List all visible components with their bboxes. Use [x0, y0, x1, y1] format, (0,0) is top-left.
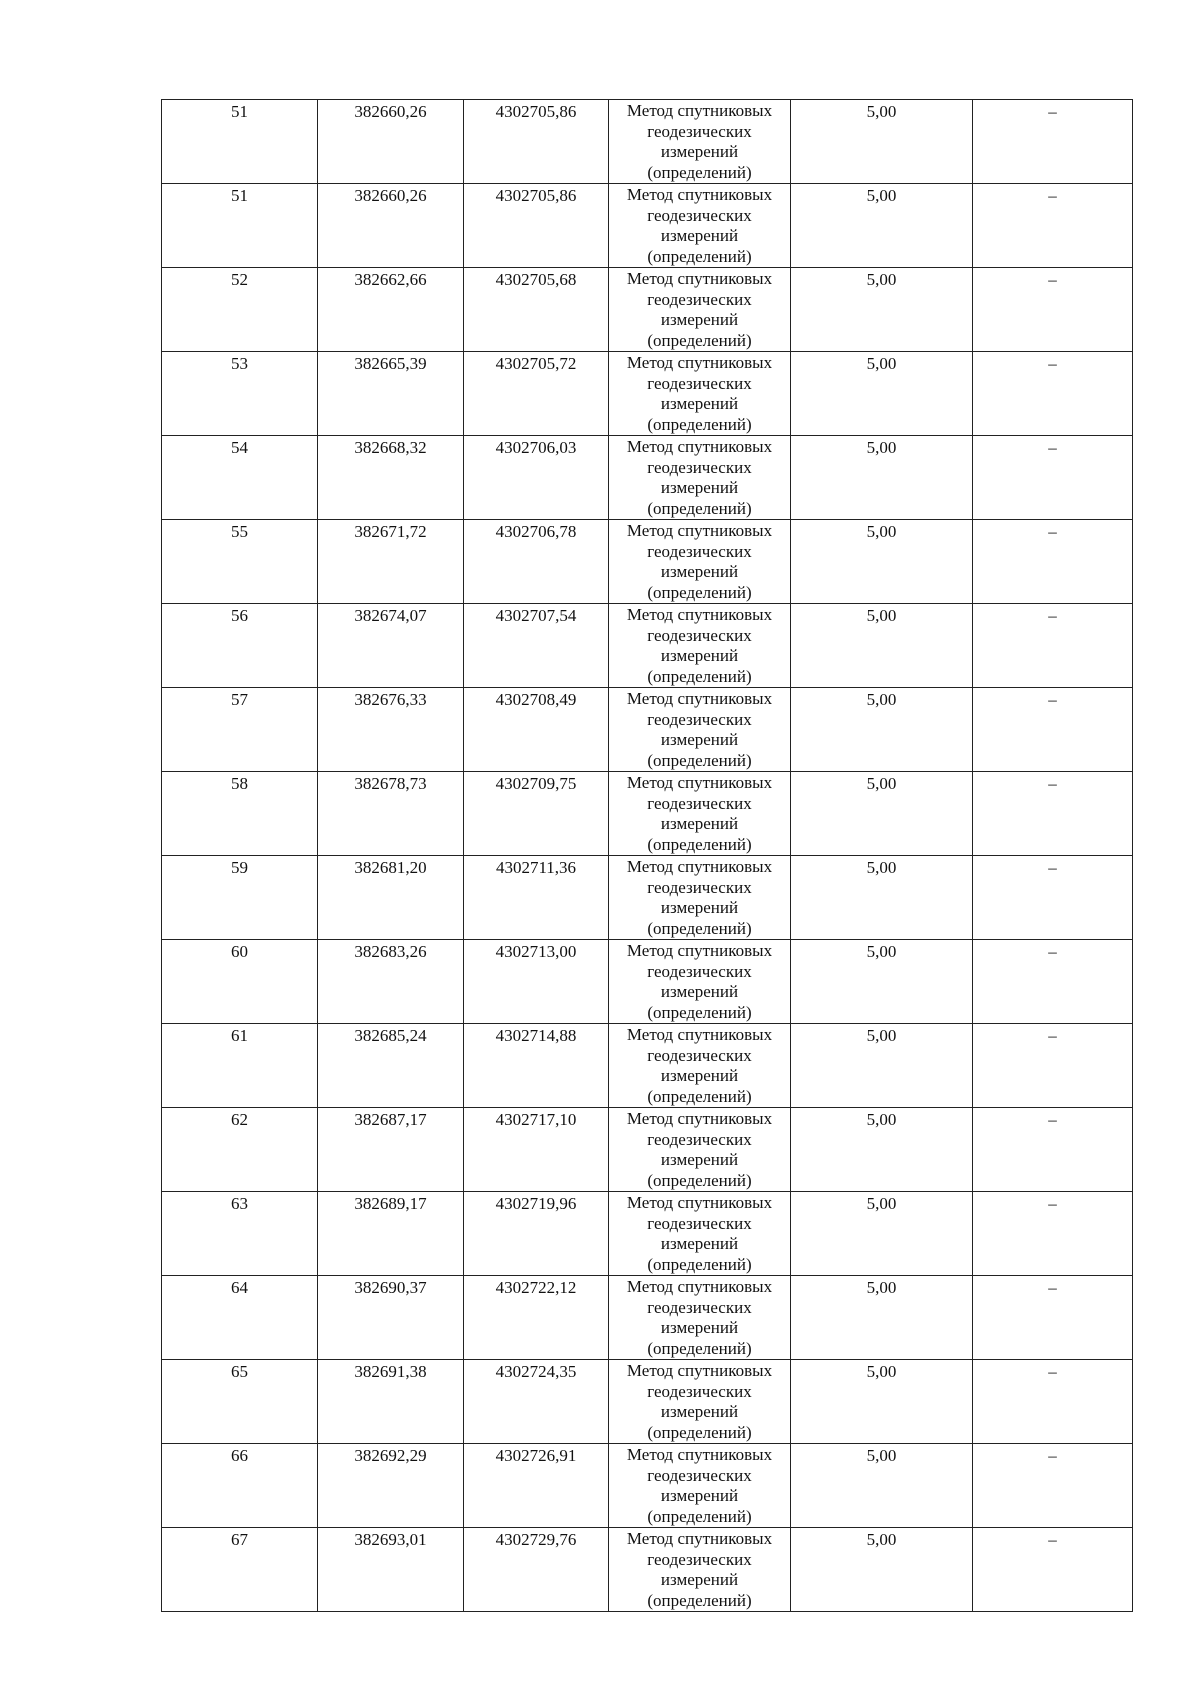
note-cell: – — [973, 268, 1133, 352]
coordinate-x-cell: 382693,01 — [318, 1528, 464, 1612]
point-number-cell: 56 — [162, 604, 318, 688]
coordinate-y-cell: 4302726,91 — [464, 1444, 609, 1528]
accuracy-cell: 5,00 — [791, 604, 973, 688]
point-number-cell: 63 — [162, 1192, 318, 1276]
coordinate-y-cell: 4302706,03 — [464, 436, 609, 520]
method-cell: Метод спутниковых геодезических измерений (определений) — [609, 100, 791, 184]
coordinate-x-cell: 382662,66 — [318, 268, 464, 352]
note-cell: – — [973, 940, 1133, 1024]
coordinate-y-cell: 4302714,88 — [464, 1024, 609, 1108]
note-cell: – — [973, 604, 1133, 688]
accuracy-cell: 5,00 — [791, 688, 973, 772]
table-row — [162, 1192, 1133, 1276]
table-row — [162, 688, 1133, 772]
accuracy-cell: 5,00 — [791, 352, 973, 436]
table-row — [162, 772, 1133, 856]
method-cell: Метод спутниковых геодезических измерений (определений) — [609, 772, 791, 856]
coordinate-x-cell: 382692,29 — [318, 1444, 464, 1528]
coordinate-x-cell: 382685,24 — [318, 1024, 464, 1108]
accuracy-cell: 5,00 — [791, 1024, 973, 1108]
point-number-cell: 66 — [162, 1444, 318, 1528]
accuracy-cell: 5,00 — [791, 1108, 973, 1192]
method-cell: Метод спутниковых геодезических измерений (определений) — [609, 1192, 791, 1276]
coordinate-y-cell: 4302705,86 — [464, 184, 609, 268]
method-cell: Метод спутниковых геодезических измерений (определений) — [609, 520, 791, 604]
table-row — [162, 1528, 1133, 1612]
coordinate-y-cell: 4302706,78 — [464, 520, 609, 604]
accuracy-cell: 5,00 — [791, 856, 973, 940]
note-cell: – — [973, 772, 1133, 856]
accuracy-cell: 5,00 — [791, 436, 973, 520]
coordinates-table — [161, 99, 1133, 1612]
table-row — [162, 352, 1133, 436]
note-cell: – — [973, 184, 1133, 268]
coordinate-x-cell: 382671,72 — [318, 520, 464, 604]
accuracy-cell: 5,00 — [791, 1276, 973, 1360]
note-cell: – — [973, 1192, 1133, 1276]
coordinate-y-cell: 4302724,35 — [464, 1360, 609, 1444]
method-cell: Метод спутниковых геодезических измерений (определений) — [609, 184, 791, 268]
coordinate-x-cell: 382690,37 — [318, 1276, 464, 1360]
note-cell: – — [973, 352, 1133, 436]
note-cell: – — [973, 856, 1133, 940]
coordinate-x-cell: 382674,07 — [318, 604, 464, 688]
note-cell: – — [973, 100, 1133, 184]
point-number-cell: 61 — [162, 1024, 318, 1108]
method-cell: Метод спутниковых геодезических измерений (определений) — [609, 856, 791, 940]
accuracy-cell: 5,00 — [791, 1192, 973, 1276]
point-number-cell: 57 — [162, 688, 318, 772]
method-cell: Метод спутниковых геодезических измерений (определений) — [609, 352, 791, 436]
table-row — [162, 268, 1133, 352]
point-number-cell: 58 — [162, 772, 318, 856]
coordinate-y-cell: 4302705,68 — [464, 268, 609, 352]
table-row — [162, 1024, 1133, 1108]
method-cell: Метод спутниковых геодезических измерений (определений) — [609, 1444, 791, 1528]
method-cell: Метод спутниковых геодезических измерений (определений) — [609, 604, 791, 688]
accuracy-cell: 5,00 — [791, 268, 973, 352]
note-cell: – — [973, 1108, 1133, 1192]
note-cell: – — [973, 1528, 1133, 1612]
coordinate-x-cell: 382676,33 — [318, 688, 464, 772]
coordinate-y-cell: 4302711,36 — [464, 856, 609, 940]
method-cell: Метод спутниковых геодезических измерений (определений) — [609, 268, 791, 352]
note-cell: – — [973, 1024, 1133, 1108]
method-cell: Метод спутниковых геодезических измерений (определений) — [609, 940, 791, 1024]
note-cell: – — [973, 1276, 1133, 1360]
table-row — [162, 1360, 1133, 1444]
accuracy-cell: 5,00 — [791, 772, 973, 856]
coordinate-y-cell: 4302729,76 — [464, 1528, 609, 1612]
point-number-cell: 65 — [162, 1360, 318, 1444]
coordinates-table-body — [162, 100, 1133, 1612]
method-cell: Метод спутниковых геодезических измерений (определений) — [609, 688, 791, 772]
coordinate-y-cell: 4302717,10 — [464, 1108, 609, 1192]
point-number-cell: 52 — [162, 268, 318, 352]
table-row — [162, 100, 1133, 184]
table-row — [162, 520, 1133, 604]
method-cell: Метод спутниковых геодезических измерений (определений) — [609, 436, 791, 520]
accuracy-cell: 5,00 — [791, 940, 973, 1024]
coordinate-y-cell: 4302719,96 — [464, 1192, 609, 1276]
table-row — [162, 184, 1133, 268]
point-number-cell: 55 — [162, 520, 318, 604]
coordinate-y-cell: 4302705,72 — [464, 352, 609, 436]
accuracy-cell: 5,00 — [791, 100, 973, 184]
point-number-cell: 64 — [162, 1276, 318, 1360]
coordinate-x-cell: 382660,26 — [318, 100, 464, 184]
coordinate-x-cell: 382687,17 — [318, 1108, 464, 1192]
table-row — [162, 940, 1133, 1024]
point-number-cell: 62 — [162, 1108, 318, 1192]
point-number-cell: 59 — [162, 856, 318, 940]
point-number-cell: 54 — [162, 436, 318, 520]
method-cell: Метод спутниковых геодезических измерений (определений) — [609, 1024, 791, 1108]
coordinate-y-cell: 4302708,49 — [464, 688, 609, 772]
coordinate-x-cell: 382678,73 — [318, 772, 464, 856]
coordinate-x-cell: 382681,20 — [318, 856, 464, 940]
point-number-cell: 51 — [162, 184, 318, 268]
method-cell: Метод спутниковых геодезических измерений (определений) — [609, 1276, 791, 1360]
coordinate-y-cell: 4302707,54 — [464, 604, 609, 688]
note-cell: – — [973, 1360, 1133, 1444]
note-cell: – — [973, 520, 1133, 604]
table-row — [162, 436, 1133, 520]
method-cell: Метод спутниковых геодезических измерений (определений) — [609, 1108, 791, 1192]
accuracy-cell: 5,00 — [791, 1528, 973, 1612]
coordinate-x-cell: 382665,39 — [318, 352, 464, 436]
coordinate-x-cell: 382683,26 — [318, 940, 464, 1024]
point-number-cell: 51 — [162, 100, 318, 184]
accuracy-cell: 5,00 — [791, 1444, 973, 1528]
coordinate-x-cell: 382691,38 — [318, 1360, 464, 1444]
coordinate-y-cell: 4302722,12 — [464, 1276, 609, 1360]
coordinate-y-cell: 4302713,00 — [464, 940, 609, 1024]
method-cell: Метод спутниковых геодезических измерений (определений) — [609, 1528, 791, 1612]
point-number-cell: 67 — [162, 1528, 318, 1612]
point-number-cell: 60 — [162, 940, 318, 1024]
table-row — [162, 1276, 1133, 1360]
note-cell: – — [973, 436, 1133, 520]
method-cell: Метод спутниковых геодезических измерений (определений) — [609, 1360, 791, 1444]
table-row — [162, 1444, 1133, 1528]
table-row — [162, 856, 1133, 940]
coordinate-y-cell: 4302709,75 — [464, 772, 609, 856]
note-cell: – — [973, 1444, 1133, 1528]
table-row — [162, 604, 1133, 688]
point-number-cell: 53 — [162, 352, 318, 436]
coordinate-x-cell: 382660,26 — [318, 184, 464, 268]
accuracy-cell: 5,00 — [791, 1360, 973, 1444]
table-row — [162, 1108, 1133, 1192]
note-cell: – — [973, 688, 1133, 772]
accuracy-cell: 5,00 — [791, 184, 973, 268]
accuracy-cell: 5,00 — [791, 520, 973, 604]
coordinate-x-cell: 382668,32 — [318, 436, 464, 520]
coordinate-x-cell: 382689,17 — [318, 1192, 464, 1276]
coordinate-y-cell: 4302705,86 — [464, 100, 609, 184]
